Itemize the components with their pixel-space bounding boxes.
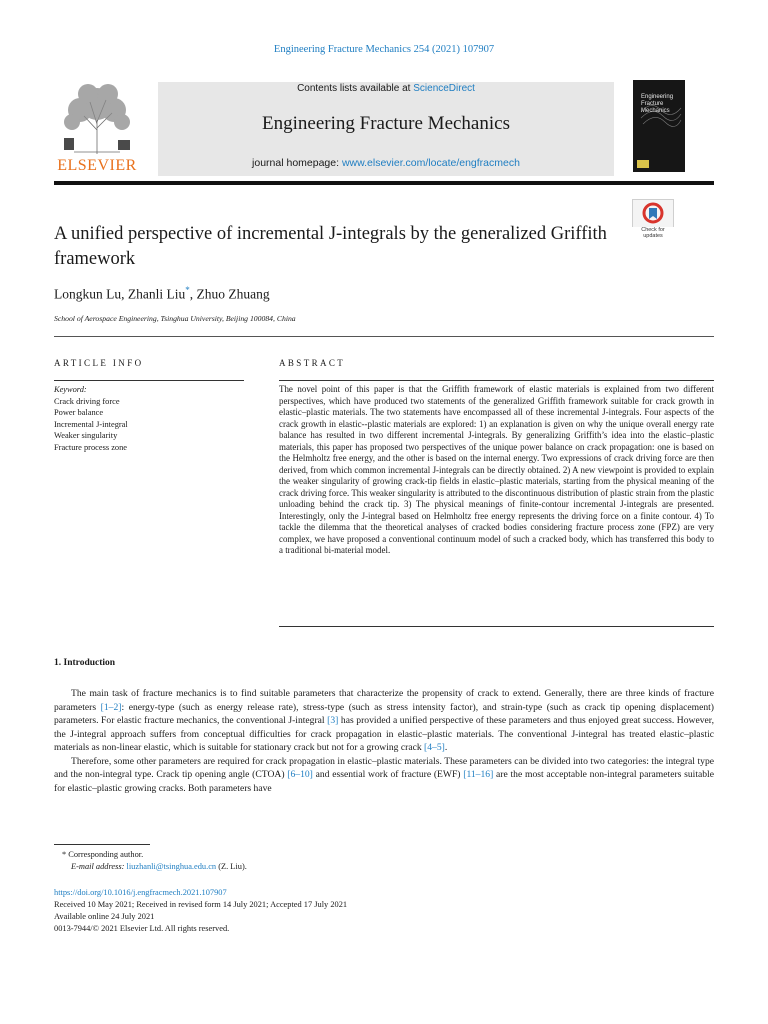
- article-metadata: [54, 887, 554, 935]
- text-run: The main task of fracture mechanics is to find suitable parameters that characterize the propensity of crack to extend. Generally, there are three kinds of fracture parameters: [54, 688, 714, 713]
- citation-link[interactable]: [3]: [327, 715, 339, 726]
- contents-prefix: Contents lists available at: [297, 83, 414, 94]
- citation-link[interactable]: [6–10]: [287, 769, 313, 780]
- contents-line: [158, 83, 614, 94]
- homepage-prefix: journal homepage:: [252, 157, 342, 169]
- citation-link[interactable]: [1–2]: [100, 701, 122, 713]
- text-run: : energy-type (such as energy release rate), stress-type (such as stress intensity factor), and strain-type (such as crack tip opening displacement) parameters. For elastic fracture mechanics, the conventional J-integral: [54, 701, 715, 726]
- article-info-heading: ARTICLE INFO: [54, 358, 144, 368]
- email-note: [54, 861, 554, 873]
- citation-link[interactable]: [11–16]: [463, 769, 494, 780]
- footnotes: [54, 849, 554, 873]
- keyword-list: [54, 384, 244, 453]
- intro-paragraph-1: [54, 687, 714, 755]
- check-for-updates-button[interactable]: [632, 199, 674, 241]
- footnote-divider: [54, 844, 150, 845]
- keyword-item: Fracture process zone: [54, 442, 128, 452]
- paper-title: A unified perspective of incremental J-integrals by the generalized Griffith framework: [54, 224, 607, 269]
- online-date: Available online 24 July 2021: [54, 912, 155, 921]
- keyword-item: Crack driving force: [54, 396, 120, 406]
- email-suffix: (Z. Liu).: [216, 862, 247, 871]
- keyword-label: Keyword:: [54, 385, 87, 394]
- abstract-body: The novel point of this paper is that the Griffith framework of elastic materials is explained from two different perspectives, which have produced two statements of the generalized Griffith framework suitable for crack growth in elastic–plastic materials. The two statements have encompassed all of these incremental J-integrals. Four aspects of the crack growth in elastic--plastic materials are explored: 1) an explanation is given on why the unique overall energy rate balance has resulted in two different incremental J-integrals. By generalizing Griffith’s idea into the elastic–plastic materials, this paper has proposed two perspectives of the unique power balance on crack propagation: one is based on the Helmholtz free energy, and the other is based on the internal energy. Two expressions of crack driving force are then derived, from which common incremental J-integrals can be directly obtained. 2) A new viewpoint is provided to explain the weaker singularity of growing crack-tip fields in elastic–plastic materials, starting from the physical meaning of the crack driving force. This weaker singularity is attributed to the discontinuous distribution of plastic strain from the plastic unloading behind the crack tip. 3) The physical meanings of finite-contour incremental J-integrals are presented. Interestingly, only the J-integral based on Helmholtz free energy represents the driving force on a finite contour. 4) To tackle the dilemma that the theoretical analyses of cracked bodies considering fracture process zone (FPZ) are very complex, we have proposed a conventional continuum model of such a cracked body, which has transferred this body to a traditional bi-material model.: [279, 384, 714, 555]
- abstract-divider-bottom: [279, 626, 714, 627]
- author-list: [54, 285, 270, 303]
- introduction-heading: 1. Introduction: [54, 658, 116, 668]
- homepage-link[interactable]: www.elsevier.com/locate/engfracmech: [341, 157, 520, 169]
- received-dates: Received 10 May 2021; Received in revised form 14 July 2021; Accepted 17 July 2021: [54, 900, 348, 909]
- text-run: has provided a unified perspective of these parameters and thus enjoyed great success. However, the J-integral approach suffers from conceptual difficulties for crack propagation in elastic–plastic materials. The conventional J-integral has treated elastic–plastic materials as non-linear elastic, which is suitable for stationary crack but not for a growing crack: [54, 715, 714, 753]
- text-run: .: [444, 742, 448, 753]
- keyword-item: Weaker singularity: [54, 431, 118, 440]
- introduction-body: [54, 687, 714, 795]
- publisher-name: ELSEVIER: [57, 157, 137, 174]
- header-divider: [54, 181, 714, 185]
- citation-link[interactable]: [4–5]: [424, 742, 445, 753]
- keyword-item: Incremental J-integral: [54, 419, 128, 429]
- cover-badge: [637, 160, 649, 168]
- text-run: Therefore, some other parameters are required for crack propagation in elastic–plastic materials. These parameters can be divided into two categories: the integral type and the non-integral type. Crack tip opening angle (CTOA): [54, 755, 714, 780]
- homepage-line: [158, 157, 614, 169]
- text-run: and essential work of fracture (EWF): [312, 769, 464, 780]
- email-link[interactable]: liuzhanli@tsinghua.edu.cn: [126, 862, 217, 871]
- check-updates-icon: [632, 199, 674, 227]
- affiliation: School of Aerospace Engineering, Tsinghua University, Beijing 100084, China: [54, 314, 296, 323]
- sciencedirect-link[interactable]: ScienceDirect: [413, 83, 475, 94]
- title-divider: [54, 336, 714, 337]
- check-updates-label: Check for updates: [641, 227, 665, 239]
- text-run: are the most acceptable non-integral parameters suitable for elastic–plastic growing cracks. Both parameters have: [54, 769, 714, 794]
- abstract-divider-top: [279, 380, 714, 381]
- abstract-heading: ABSTRACT: [279, 358, 346, 368]
- cover-title: Engineering Fracture Mechanics: [641, 94, 674, 114]
- authors-first: Longkun Lu, Zhanli Liu: [54, 286, 186, 302]
- elsevier-logo: [54, 80, 140, 176]
- journal-cover-image[interactable]: [633, 80, 685, 172]
- copyright: 0013-7944/© 2021 Elsevier Ltd. All rights reserved.: [54, 924, 230, 933]
- journal-title: Engineering Fracture Mechanics: [262, 113, 510, 134]
- authors-rest: , Zhuo Zhuang: [189, 286, 270, 302]
- intro-paragraph-2: [54, 755, 714, 796]
- email-label: E-mail address:: [71, 862, 127, 871]
- corresponding-author-note: * Corresponding author.: [62, 850, 144, 859]
- corresponding-author-mark[interactable]: *: [185, 285, 190, 295]
- doi-link[interactable]: https://doi.org/10.1016/j.engfracmech.2021.107907: [54, 888, 227, 897]
- journal-reference[interactable]: Engineering Fracture Mechanics 254 (2021) 107907: [273, 44, 495, 55]
- keyword-item: Power balance: [54, 408, 104, 417]
- elsevier-tree-icon: [54, 80, 140, 156]
- article-info-divider: [54, 380, 244, 381]
